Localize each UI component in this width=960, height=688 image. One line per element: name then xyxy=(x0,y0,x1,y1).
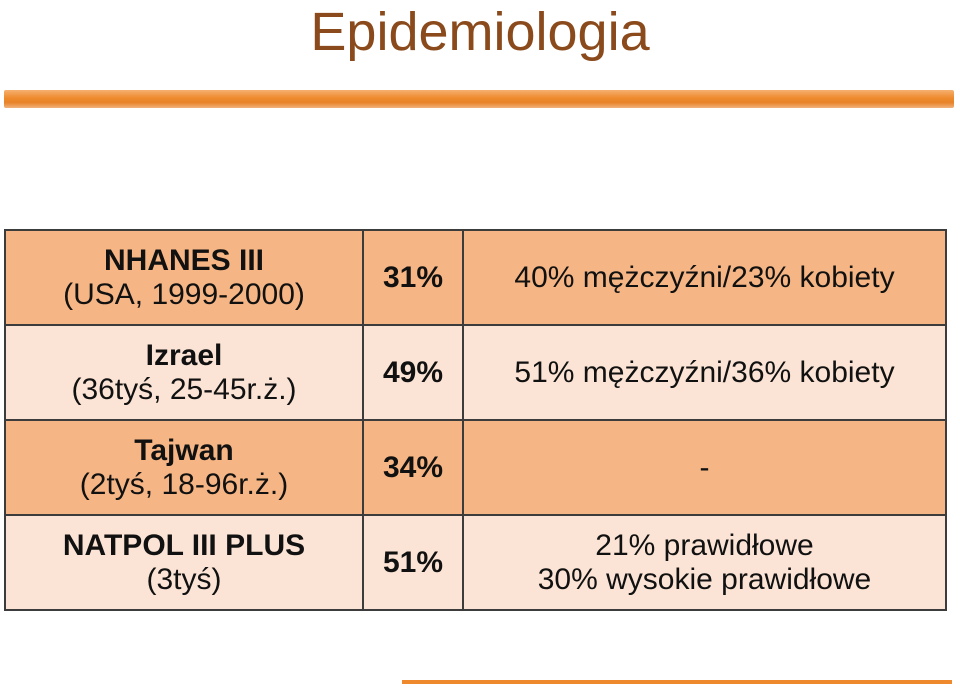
details-cell xyxy=(463,230,946,325)
table-row xyxy=(5,420,946,515)
details-line: 51% mężczyźni/36% kobiety xyxy=(514,355,895,389)
details-cell xyxy=(463,325,946,420)
source-name: Izrael xyxy=(145,338,223,372)
details-line: 21% prawidłowe xyxy=(595,528,814,562)
details-cell xyxy=(463,420,946,515)
source-name: NHANES III xyxy=(103,243,265,277)
source-name: Tajwan xyxy=(134,433,234,467)
source-cell xyxy=(5,230,363,325)
epidemiology-table xyxy=(4,229,947,611)
source-description: (3tyś) xyxy=(146,562,222,596)
source-cell xyxy=(5,420,363,515)
footer-accent-line xyxy=(402,680,952,684)
percent-cell: 49% xyxy=(363,325,463,420)
source-cell xyxy=(5,325,363,420)
details-line: - xyxy=(699,450,710,484)
table-row xyxy=(5,515,946,610)
source-cell xyxy=(5,515,363,610)
title-underline-bar xyxy=(4,90,954,108)
source-description: (36tyś, 25-45r.ż.) xyxy=(71,372,297,406)
details-cell xyxy=(463,515,946,610)
percent-cell: 31% xyxy=(363,230,463,325)
percent-cell: 34% xyxy=(363,420,463,515)
details-line: 30% wysokie prawidłowe xyxy=(537,562,872,596)
table-row xyxy=(5,230,946,325)
source-description: (USA, 1999-2000) xyxy=(63,277,305,311)
details-line: 40% mężczyźni/23% kobiety xyxy=(514,260,895,294)
source-name: NATPOL III PLUS xyxy=(62,528,306,562)
table-row xyxy=(5,325,946,420)
source-description: (2tyś, 18-96r.ż.) xyxy=(79,467,289,501)
page-title: Epidemiologia xyxy=(310,2,650,62)
percent-cell: 51% xyxy=(363,515,463,610)
